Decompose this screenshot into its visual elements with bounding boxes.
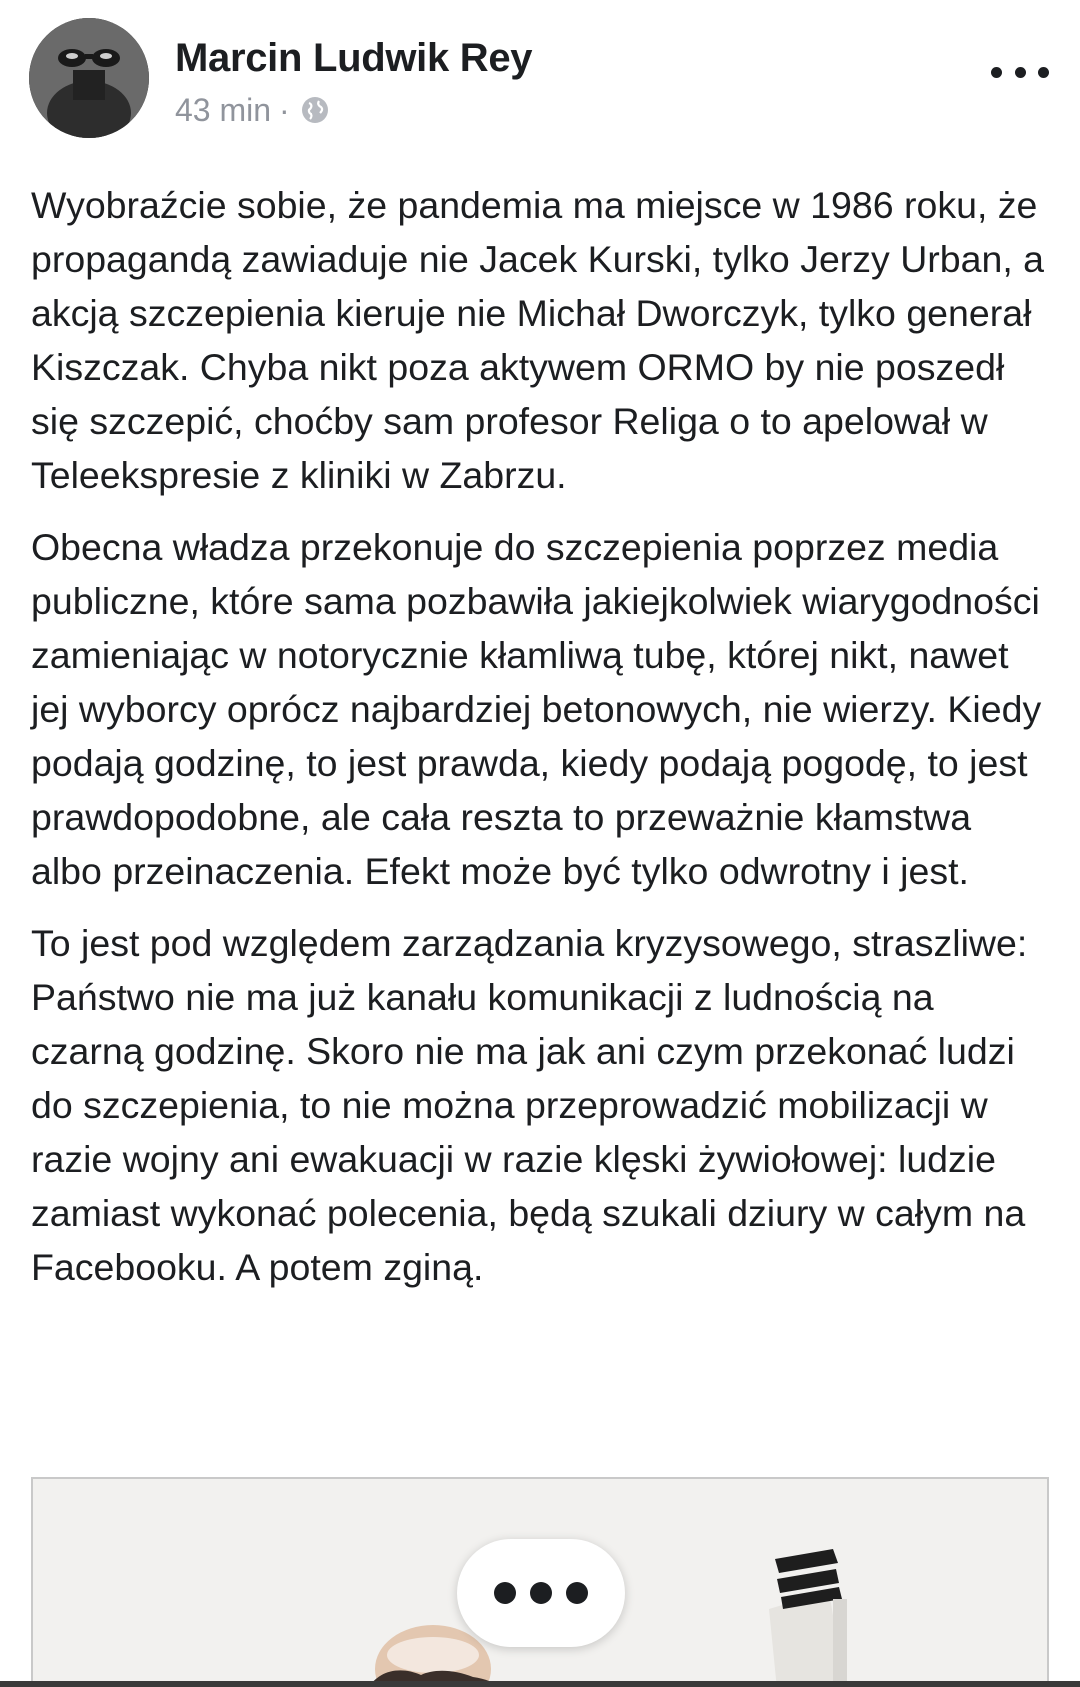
post-paragraph: Obecna władza przekonuje do szczepienia poprzez media publiczne, które sama pozbawiła jakiejkolwiek wiarygodności zamieniając w notorycznie kłamliwą tubę, której nikt, nawet jej wyborcy oprócz najbardziej betonowych, nie wierzy. Kiedy podają godzinę, to jest prawda, kiedy podają pogodę, to jest prawdopodobne, ale cała reszta to przeważnie kłamstwa albo przeinaczenia. Efekt może być tylko odwrotny i jest.	[31, 526, 1042, 892]
avatar[interactable]	[29, 18, 149, 138]
post-paragraph: Wyobraźcie sobie, że pandemia ma miejsce w 1986 roku, że propagandą zawiaduje nie Jacek Kurski, tylko Jerzy Urban, a akcją szczepienia kieruje nie Michał Dworczyk, tylko generał Kiszczak. Chyba nikt poza aktywem ORMO by nie poszedł się szczepić, choćby sam profesor Religa o to apelował w Teleekspresie z kliniki w Zabrzu.	[31, 184, 1045, 496]
post-text	[31, 178, 1051, 1312]
post-timestamp[interactable]: 43 min	[175, 91, 272, 128]
more-dot-icon	[1038, 67, 1049, 78]
more-dot-icon	[991, 67, 1002, 78]
post-meta	[175, 90, 330, 130]
media-more-button[interactable]	[457, 1539, 625, 1647]
post-header	[0, 0, 1080, 150]
more-dot-icon	[530, 1582, 552, 1604]
meta-separator: ·	[279, 91, 290, 128]
post-options-button[interactable]	[985, 52, 1055, 92]
more-dot-icon	[566, 1582, 588, 1604]
author-name[interactable]: Marcin Ludwik Rey	[175, 36, 533, 80]
globe-icon	[300, 95, 330, 125]
post-paragraph: To jest pod względem zarządzania kryzysowego, straszliwe: Państwo nie ma już kanału komunikacji z ludnością na czarną godzinę. Skoro nie ma jak ani czym przekonać ludzi do szczepienia, to nie można przeprowadzić mobilizacji w razie wojny ani ewakuacji w razie klęski żywiołowej: ludzie zamiast wykonać polecenia, będą szukali dziury w całym na Facebooku. A potem zginą.	[31, 922, 1028, 1288]
more-dot-icon	[494, 1582, 516, 1604]
bottom-edge	[0, 1681, 1080, 1687]
more-dot-icon	[1015, 67, 1026, 78]
